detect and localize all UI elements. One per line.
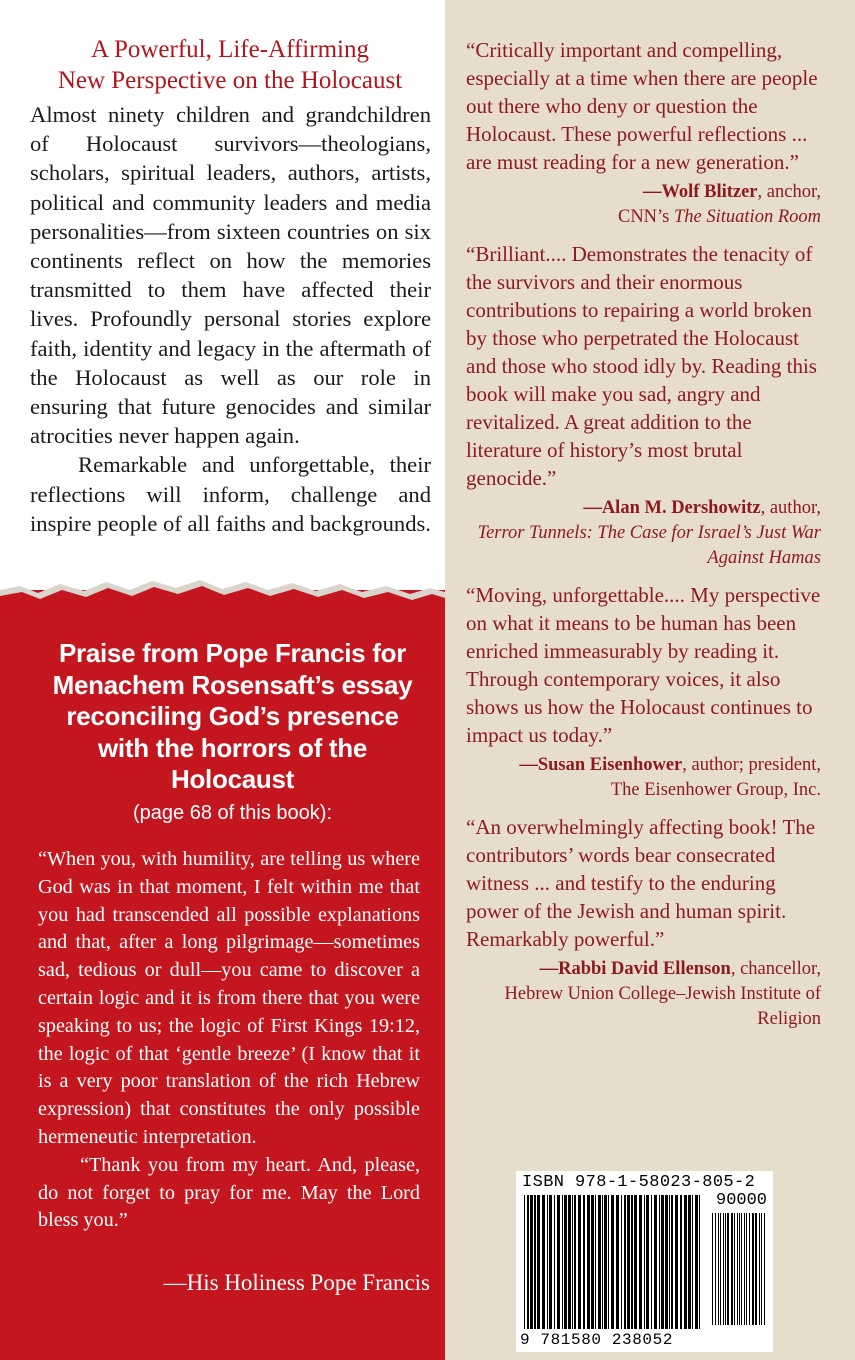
blurb-role: , anchor, bbox=[757, 182, 821, 202]
barcode-bar bbox=[608, 1195, 609, 1329]
barcode-bar bbox=[665, 1195, 668, 1329]
barcode-bar bbox=[746, 1213, 747, 1325]
torn-paper-edge bbox=[0, 560, 445, 640]
barcode-bar bbox=[731, 1213, 733, 1325]
barcode-bar bbox=[574, 1195, 576, 1329]
barcode-bar bbox=[752, 1213, 754, 1325]
barcode-bar bbox=[572, 1195, 573, 1329]
barcode-bar bbox=[611, 1195, 614, 1329]
barcode-bar bbox=[741, 1213, 742, 1325]
barcode-bar bbox=[542, 1195, 545, 1329]
barcode-bar bbox=[680, 1195, 682, 1329]
barcode-bar bbox=[616, 1195, 619, 1329]
barcode-bar bbox=[549, 1195, 552, 1329]
blurb-role: , author; president, bbox=[682, 755, 821, 775]
blurb-affiliation: The Eisenhower Group, Inc. bbox=[610, 780, 821, 800]
barcode-bar bbox=[646, 1195, 649, 1329]
barcode-bar bbox=[651, 1195, 652, 1329]
blurb-attribution bbox=[466, 957, 821, 1032]
barcode-bar bbox=[759, 1213, 760, 1325]
barcode-bar bbox=[631, 1195, 633, 1329]
barcode-bar bbox=[644, 1195, 645, 1329]
barcode-bar bbox=[527, 1195, 529, 1329]
barcode-bar bbox=[699, 1195, 700, 1329]
barcode-bar bbox=[634, 1195, 637, 1329]
blurb-name: —Susan Eisenhower bbox=[519, 755, 683, 775]
blurb-role: , chancellor, bbox=[730, 959, 821, 979]
blurb-affiliation-title: The Situation Room bbox=[674, 207, 821, 227]
blurb-quote: “Brilliant.... Demonstrates the tenacity of the survivors and their enormous contributions to repairing a world broken by those who perpetrated the Holocaust and those who stood idly by. Reading this book will make you sad, angry and revitalized. A great addition to the literature of history’s most brutal genocide.” bbox=[466, 242, 817, 490]
barcode-bar bbox=[587, 1195, 590, 1329]
heading-line-1: A Powerful, Life-Affirming bbox=[91, 36, 369, 63]
barcode-bar bbox=[562, 1195, 563, 1329]
barcode-bar bbox=[537, 1195, 540, 1329]
blurb bbox=[466, 240, 821, 571]
barcode-bar bbox=[718, 1213, 719, 1325]
barcode-bar bbox=[624, 1195, 626, 1329]
barcode-bar bbox=[695, 1195, 698, 1329]
blurb-quote: “An overwhelmingly affecting book! The contributors’ words bear consecrated witness ... and testify to the enduring power of the Jewish and human spirit. Remarkably powerful.” bbox=[466, 815, 816, 951]
barcode-bar bbox=[764, 1213, 765, 1325]
blurb-quote: “Moving, unforgettable.... My perspective on what it means to be human has been enriched immeasurably by reading it. Through contemporary voices, it also shows us how the Holocaust continues to impact us today.” bbox=[466, 583, 821, 747]
pope-praise-subheading: (page 68 of this book): bbox=[132, 802, 332, 824]
barcode-bar bbox=[530, 1195, 533, 1329]
ean-digits: 9 781580 238052 bbox=[520, 1331, 674, 1349]
blurb bbox=[466, 813, 821, 1032]
blurb-role: , author, bbox=[760, 498, 821, 518]
barcode-bar bbox=[602, 1195, 603, 1329]
barcode-bar bbox=[737, 1213, 738, 1325]
barcode-bar bbox=[712, 1213, 713, 1325]
barcode-bar bbox=[654, 1195, 657, 1329]
barcode-bar bbox=[727, 1213, 729, 1325]
description-body bbox=[30, 100, 431, 538]
barcode-bar bbox=[557, 1195, 560, 1329]
blurb-affiliation: CNN’s bbox=[617, 207, 675, 227]
barcode-bar bbox=[524, 1195, 525, 1329]
barcode-bar bbox=[661, 1195, 664, 1329]
barcode-bar bbox=[547, 1195, 548, 1329]
blurb-affiliation: Hebrew Union College–Jewish Institute of Religion bbox=[504, 984, 821, 1029]
blurb-name: —Alan M. Dershowitz bbox=[583, 498, 761, 518]
barcode-bar bbox=[684, 1195, 687, 1329]
description-paragraph-2: Remarkable and unforgettable, their reflections will inform, challenge and inspire people of all faiths and backgrounds. bbox=[30, 452, 431, 536]
barcode-bar bbox=[639, 1195, 642, 1329]
blurb-attribution bbox=[466, 496, 821, 571]
barcode-bar bbox=[554, 1195, 555, 1329]
barcode-bar bbox=[568, 1195, 571, 1329]
blurb bbox=[466, 36, 821, 230]
barcode-bar bbox=[761, 1213, 762, 1325]
description-heading bbox=[30, 34, 430, 96]
price-code: 90000 bbox=[716, 1191, 768, 1210]
barcode-bar bbox=[591, 1195, 594, 1329]
blurb-affiliation-title: Terror Tunnels: The Case for Israel’s Just War Against Hamas bbox=[477, 523, 821, 568]
blurb bbox=[466, 581, 821, 803]
pope-praise-heading: Praise from Pope Francis for Menachem Rosensaft’s essay reconciling God’s presence with the horrors of the Holocaust bbox=[52, 638, 413, 795]
barcode-bar bbox=[583, 1195, 585, 1329]
barcode-bar bbox=[692, 1195, 693, 1329]
blurb-attribution bbox=[466, 753, 821, 803]
barcode-bar bbox=[595, 1195, 596, 1329]
barcode-bar bbox=[734, 1213, 735, 1325]
barcode-bar bbox=[755, 1213, 757, 1325]
barcode-bar bbox=[725, 1213, 726, 1325]
barcode-bar bbox=[739, 1213, 740, 1325]
barcode-bar bbox=[675, 1195, 678, 1329]
barcode-bar bbox=[659, 1195, 660, 1329]
pope-quote-paragraph-2: “Thank you from my heart. And, please, do not forget to pray for me. May the Lord bless you.” bbox=[38, 1153, 420, 1232]
heading-line-2: New Perspective on the Holocaust bbox=[57, 67, 403, 94]
barcode-bar bbox=[669, 1195, 670, 1329]
barcode-bar bbox=[598, 1195, 601, 1329]
barcode-bar bbox=[564, 1195, 567, 1329]
barcode-bar bbox=[627, 1195, 630, 1329]
description-paragraph-1: Almost ninety children and grandchildren of Holocaust survivors—theologians, scholars, spiritual leaders, authors, artists, political and community leaders and media personalities—from sixteen countries on six continents reflect on how the memories transmitted to them have affected their lives. Profoundly personal stories explore faith, identity and legacy in the aftermath of the Holocaust as well as our role in ensuring that future genocides and similar atrocities never happen again. bbox=[30, 102, 431, 449]
barcode-bar bbox=[720, 1213, 721, 1325]
barcode-bar bbox=[749, 1213, 750, 1325]
blurb-name: —Rabbi David Ellenson bbox=[539, 959, 731, 979]
barcode-bar bbox=[671, 1195, 673, 1329]
barcode-bar bbox=[688, 1195, 691, 1329]
blurb-attribution bbox=[466, 180, 821, 230]
barcode-bar bbox=[578, 1195, 581, 1329]
barcode-bar bbox=[621, 1195, 622, 1329]
barcode-bar bbox=[715, 1213, 716, 1325]
barcode-bar bbox=[604, 1195, 607, 1329]
pope-quote bbox=[38, 846, 420, 1235]
blurb-quote: “Critically important and compelling, especially at a time when there are people out there who deny or question the Holocaust. These powerful reflections ... are must reading for a new generation.” bbox=[466, 38, 818, 174]
blurb-list bbox=[466, 36, 821, 1042]
isbn-barcode bbox=[516, 1171, 773, 1352]
pope-quote-paragraph-1: “When you, with humility, are telling us where God was in that moment, I felt within me that you had transcended all possible explanations and that, after a long pilgrimage—sometimes sad, tedious or dull—you came to discover a certain logic and it is from there that you were speaking to us; the logic of First Kings 19:12, the logic of that ‘gentle breeze’ (I know that it is a very poor translation of the rich Hebrew expression) that constitutes the only possible hermeneutic interpretation. bbox=[38, 848, 420, 1148]
pope-attribution: —His Holiness Pope Francis bbox=[163, 1270, 430, 1295]
barcode-bar bbox=[723, 1213, 724, 1325]
barcode-bar bbox=[744, 1213, 745, 1325]
isbn-number: ISBN 978-1-58023-805-2 bbox=[522, 1173, 756, 1192]
blurb-name: —Wolf Blitzer bbox=[642, 182, 758, 202]
barcode-bar bbox=[534, 1195, 536, 1329]
